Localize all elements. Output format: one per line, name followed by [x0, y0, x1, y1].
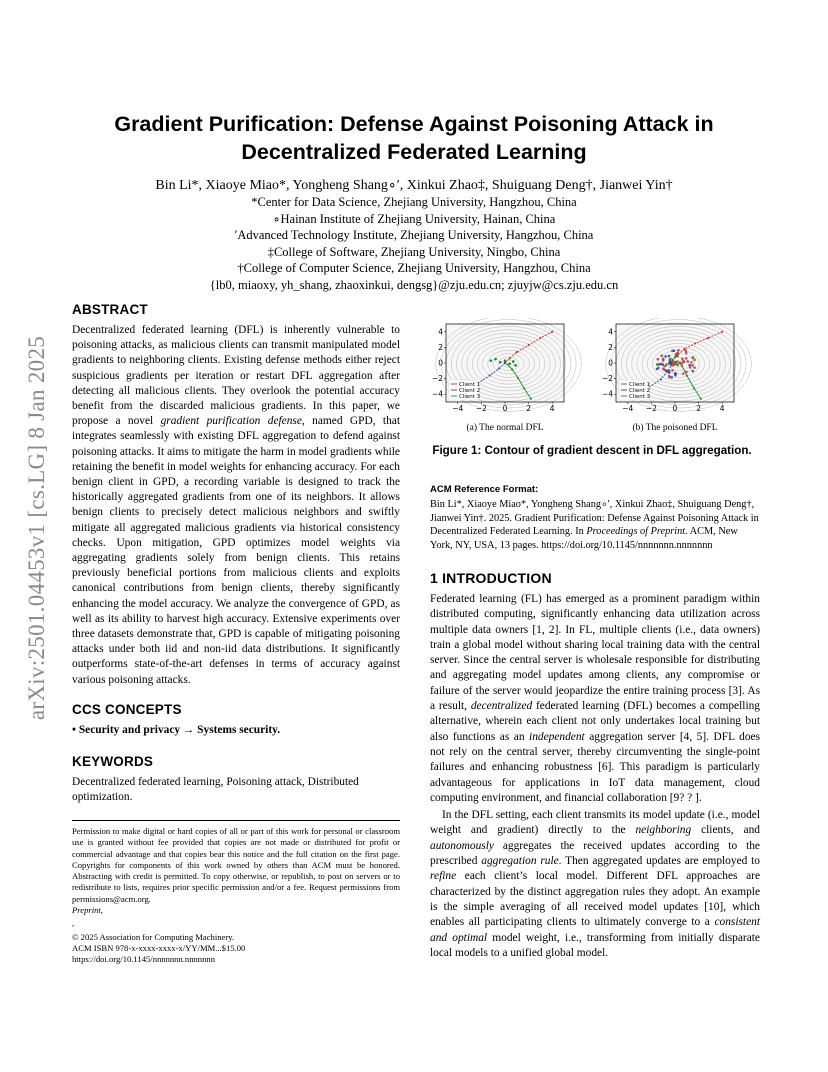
isbn-line: ACM ISBN 978-x-xxxx-xxxx-x/YY/MM...$15.00: [72, 942, 246, 953]
doi-line: https://doi.org/10.1145/nnnnnnn.nnnnnnn: [72, 954, 215, 965]
poisoned-point: [673, 349, 676, 352]
introduction-section: [430, 570, 760, 961]
subfigure-poisoned-dfl: [594, 318, 754, 436]
converged-point: [494, 358, 497, 361]
y-tick-label: −2: [431, 374, 443, 384]
x-tick-label: 0: [502, 404, 508, 413]
poisoned-point: [670, 376, 673, 379]
poisoned-point: [663, 369, 666, 372]
converged-point: [514, 364, 517, 367]
arxiv-id: arXiv:2501.04453v1 [cs.LG] 8 Jan 2025: [24, 335, 49, 721]
path-marker: [686, 374, 688, 376]
x-tick-label: 4: [549, 404, 555, 413]
path-marker: [721, 331, 723, 333]
converged-point: [512, 360, 515, 363]
converged-point: [508, 362, 511, 365]
permission-notice: [72, 820, 400, 966]
y-tick-label: 4: [438, 327, 443, 337]
path-marker: [660, 378, 662, 380]
poisoned-point: [693, 358, 696, 361]
poisoned-point: [682, 360, 685, 363]
affiliation-line: ∘Hainan Institute of Zhejiang University, Hainan, China: [272, 211, 556, 226]
path-marker: [509, 357, 511, 359]
y-tick-label: −4: [431, 389, 443, 399]
keywords-text: Decentralized federated learning, Poisoning attack, Distributed optimization.: [72, 775, 359, 804]
poisoned-point: [684, 349, 687, 352]
poisoned-point: [685, 357, 688, 360]
path-marker: [707, 337, 709, 339]
affiliation-line: †College of Computer Science, Zhejiang University, Hangzhou, China: [237, 261, 591, 275]
paper-title: Gradient Purification: Defense Against Poisoning Attack in Decentralized Federated Learning: [114, 112, 714, 164]
affiliation-line: *Center for Data Science, Zhejiang University, Hangzhou, China: [251, 195, 577, 209]
x-tick-label: −2: [645, 404, 657, 413]
poisoned-point: [664, 355, 667, 358]
ccs-concept: • Security and privacy → Systems security.: [72, 723, 281, 736]
subfigure-caption: (b) The poisoned DFL: [632, 423, 718, 433]
poisoned-point: [686, 360, 689, 363]
legend-entry: Client 3: [459, 394, 481, 400]
poisoned-point: [681, 358, 684, 361]
y-tick-label: 0: [438, 358, 443, 368]
y-tick-label: 0: [608, 358, 613, 368]
path-marker: [700, 398, 702, 400]
x-tick-label: 4: [719, 404, 725, 413]
acm-reference: [430, 484, 760, 552]
author-list: Bin Li*, Xiaoye Miao*, Yongheng Shang∘′, Xinkui Zhao‡, Shuiguang Deng†, Jianwei Yin†: [155, 178, 673, 193]
y-tick-label: 4: [608, 327, 613, 337]
path-marker: [517, 377, 519, 379]
poisoned-point: [668, 376, 671, 379]
path-marker: [511, 368, 513, 370]
poisoned-point: [668, 355, 671, 358]
y-tick-label: 2: [608, 342, 613, 352]
poisoned-point: [668, 371, 671, 374]
intro-paragraph-2: In the DFL setting, each client transmits its model update (i.e., model weight and gradient) directly to the neighboring clients, and autonomously aggregates the received updates according to the prescribed aggregation rule. Then aggregated updates are employed to refine each client’s local model. Different DFL approaches are characterized by the distinct aggregation rules they adopt. An example is the simple averaging of all received model updates [10], which enables all participating clients to ultimately converge to a consistent and optimal model weight, i.e., transforming from initially disparate local models to a unified global model.: [430, 809, 760, 959]
permission-text: Permission to make digital or hard copies of all or part of this work for personal or classroom use is granted without fee provided that copies are not made or distributed for profit or commercial advantage and that copies bear this notice and the full citation on the first page. Copyrights for components of this work owned by others than ACM must be honored. Abstracting with credit is permitted. To copy otherwise, or republish, to post on servers or to redistribute to lists, requires prior specific permission and/or a fee. Request permissions from permissions@acm.org.: [72, 826, 400, 904]
poisoned-point: [671, 369, 674, 372]
x-tick-label: −4: [622, 404, 634, 413]
x-tick-label: 0: [672, 404, 678, 413]
poisoned-point: [656, 368, 659, 371]
path-marker: [504, 362, 506, 364]
affiliation-line: ′Advanced Technology Institute, Zhejiang University, Hangzhou, China: [234, 228, 594, 242]
y-tick-label: −2: [601, 374, 613, 384]
path-marker: [693, 387, 695, 389]
figure-caption: Figure 1: Contour of gradient descent in DFL aggregation.: [432, 444, 752, 457]
converged-point: [504, 359, 507, 362]
path-marker: [530, 398, 532, 400]
subfigure-caption: (a) The normal DFL: [466, 423, 544, 433]
legend-entry: Client 1: [629, 382, 651, 388]
abstract-heading: ABSTRACT: [72, 302, 148, 317]
poisoned-point: [692, 370, 695, 373]
path-marker: [551, 331, 553, 333]
keywords-heading: KEYWORDS: [72, 753, 154, 769]
path-marker: [498, 367, 500, 369]
introduction-heading: 1 INTRODUCTION: [430, 570, 552, 586]
legend-entry: Client 1: [459, 382, 481, 388]
arxiv-stamp: [22, 298, 52, 758]
path-marker: [681, 365, 683, 367]
author-emails: {lb0, miaoxy, yh_shang, zhaoxinkui, dengsg}@zju.edu.cn; zjuyjw@cs.zju.edu.cn: [209, 277, 619, 292]
poisoned-point: [668, 359, 671, 362]
poisoned-point: [658, 363, 661, 366]
legend-entry: Client 2: [459, 388, 481, 394]
subfigure-normal-dfl: [424, 318, 584, 436]
affiliation-line: ‡College of Software, Zhejiang University, Ningbo, China: [267, 244, 561, 259]
abstract-text: Decentralized federated learning (DFL) is inherently vulnerable to poisoning attacks, as malicious clients can transmit manipulated model gradients to neighboring clients. Existing defense methods either reject suspicious gradients per iteration or restart DFL aggregation after detecting all malicious clients. They overlook the potential accuracy benefit from the discarded malicious gradients. In this paper, we propose a novel gradient purification defense, named GPD, that integrates seamlessly with existing DFL aggregation to defend against poisoning attacks. It aims to mitigate the harm in model gradients while retaining the benefit in model weights for enhancing accuracy. For each benign client in GPD, a recording variable is designed to track the historically aggregated gradients from one of its neighbors. It allows benign clients to precisely detect malicious neighbors and swiftly mitigate all aggregated malicious gradients via historical consistency checks. Upon mitigation, GPD optimizes model weights via aggregating gradients solely from benign clients. This retains previously beneficial portions from malicious clients and exploits canonical contributions from benign clients, thereby significantly enhancing the model accuracy. We analyze the convergence of GPD, as well as its ability to harvest high accuracy. Extensive experiments over three datasets demonstrate that, GPD is capable of mitigating poisoning attacks under both iid and non-iid data distributions. It significantly outperforms state-of-the-art defenses in terms of accuracy against various poisoning attacks.: [72, 324, 401, 686]
copyright-line: © 2025 Association for Computing Machinery.: [72, 931, 235, 942]
poisoned-point: [670, 362, 673, 365]
acm-reference-label: ACM Reference Format:: [430, 484, 539, 495]
path-marker: [506, 364, 508, 366]
path-marker: [694, 343, 696, 345]
path-marker: [516, 351, 518, 353]
poisoned-point: [682, 372, 685, 375]
intro-paragraph-1: Federated learning (FL) has emerged as a prominent paradigm within distributed computing, significantly enhancing data utilization across multiple data owners [1, 2]. In FL, multiple clients (i.e., data owners) train a global model without sharing local training data with the central server. Since the central server is wholesale responsible for distributing and aggregating model updates among clients, any compromise or failure of the server would jeopardize the entire training process [3]. As a result, decentralized federated learning (DFL) becomes a compelling alternative, wherein each client not only undertakes local training but also functions as an independent aggregation server [4, 5]. DFL does not rely on the central server, thereby circumventing the single-point failures and enhancing robustness [6]. This paradigm is particularly advantageous for applications in IoT data management, cloud computing environment, and financial collaboration [9? ? ].: [430, 593, 761, 804]
poisoned-point: [685, 352, 688, 355]
converged-point: [499, 361, 502, 364]
path-marker: [489, 374, 491, 376]
legend-entry: Client 3: [629, 394, 651, 400]
poisoned-point: [688, 364, 691, 367]
poisoned-point: [662, 363, 665, 366]
poisoned-point: [689, 366, 692, 369]
preprint-line: Preprint,: [72, 905, 103, 916]
x-tick-label: 2: [526, 404, 531, 413]
affiliations: [80, 194, 748, 293]
poisoned-point: [675, 353, 678, 356]
legend-entry: Client 2: [629, 388, 651, 394]
poisoned-point: [677, 349, 680, 352]
poisoned-point: [685, 371, 688, 374]
path-marker: [523, 387, 525, 389]
poisoned-point: [662, 359, 665, 362]
path-marker: [539, 337, 541, 339]
poisoned-point: [674, 374, 677, 377]
poisoned-point: [691, 364, 694, 367]
path-marker: [528, 344, 530, 346]
comma-line: ,: [72, 918, 75, 929]
acm-reference-text: Bin Li*, Xiaoye Miao*, Yongheng Shang∘′, Xinkui Zhao‡, Shuiguang Deng†, Jianwei Yin†. 2025. Gradient Purification: Defense Against Poisoning Attack in Decentralized Federated Learning. In Proceedings of Preprint. ACM, New York, NY, USA, 13 pages. https://doi.org/10.1145/nnnnnnn.nnnnnnn: [430, 499, 759, 551]
converged-point: [490, 359, 493, 362]
poisoned-point: [693, 366, 696, 369]
x-tick-label: −2: [475, 404, 487, 413]
y-tick-label: −4: [601, 389, 613, 399]
ccs-heading: CCS CONCEPTS: [72, 701, 182, 717]
poisoned-point: [680, 362, 683, 365]
poisoned-point: [660, 354, 663, 357]
x-tick-label: −4: [452, 404, 464, 413]
poisoned-point: [656, 363, 659, 366]
left-column: [72, 302, 400, 805]
y-tick-label: 2: [438, 342, 443, 352]
poisoned-point: [656, 358, 659, 361]
x-tick-label: 2: [696, 404, 701, 413]
poisoned-point: [692, 356, 695, 359]
poisoned-point: [690, 361, 693, 364]
poisoned-point: [672, 361, 675, 364]
poisoned-point: [664, 365, 667, 368]
